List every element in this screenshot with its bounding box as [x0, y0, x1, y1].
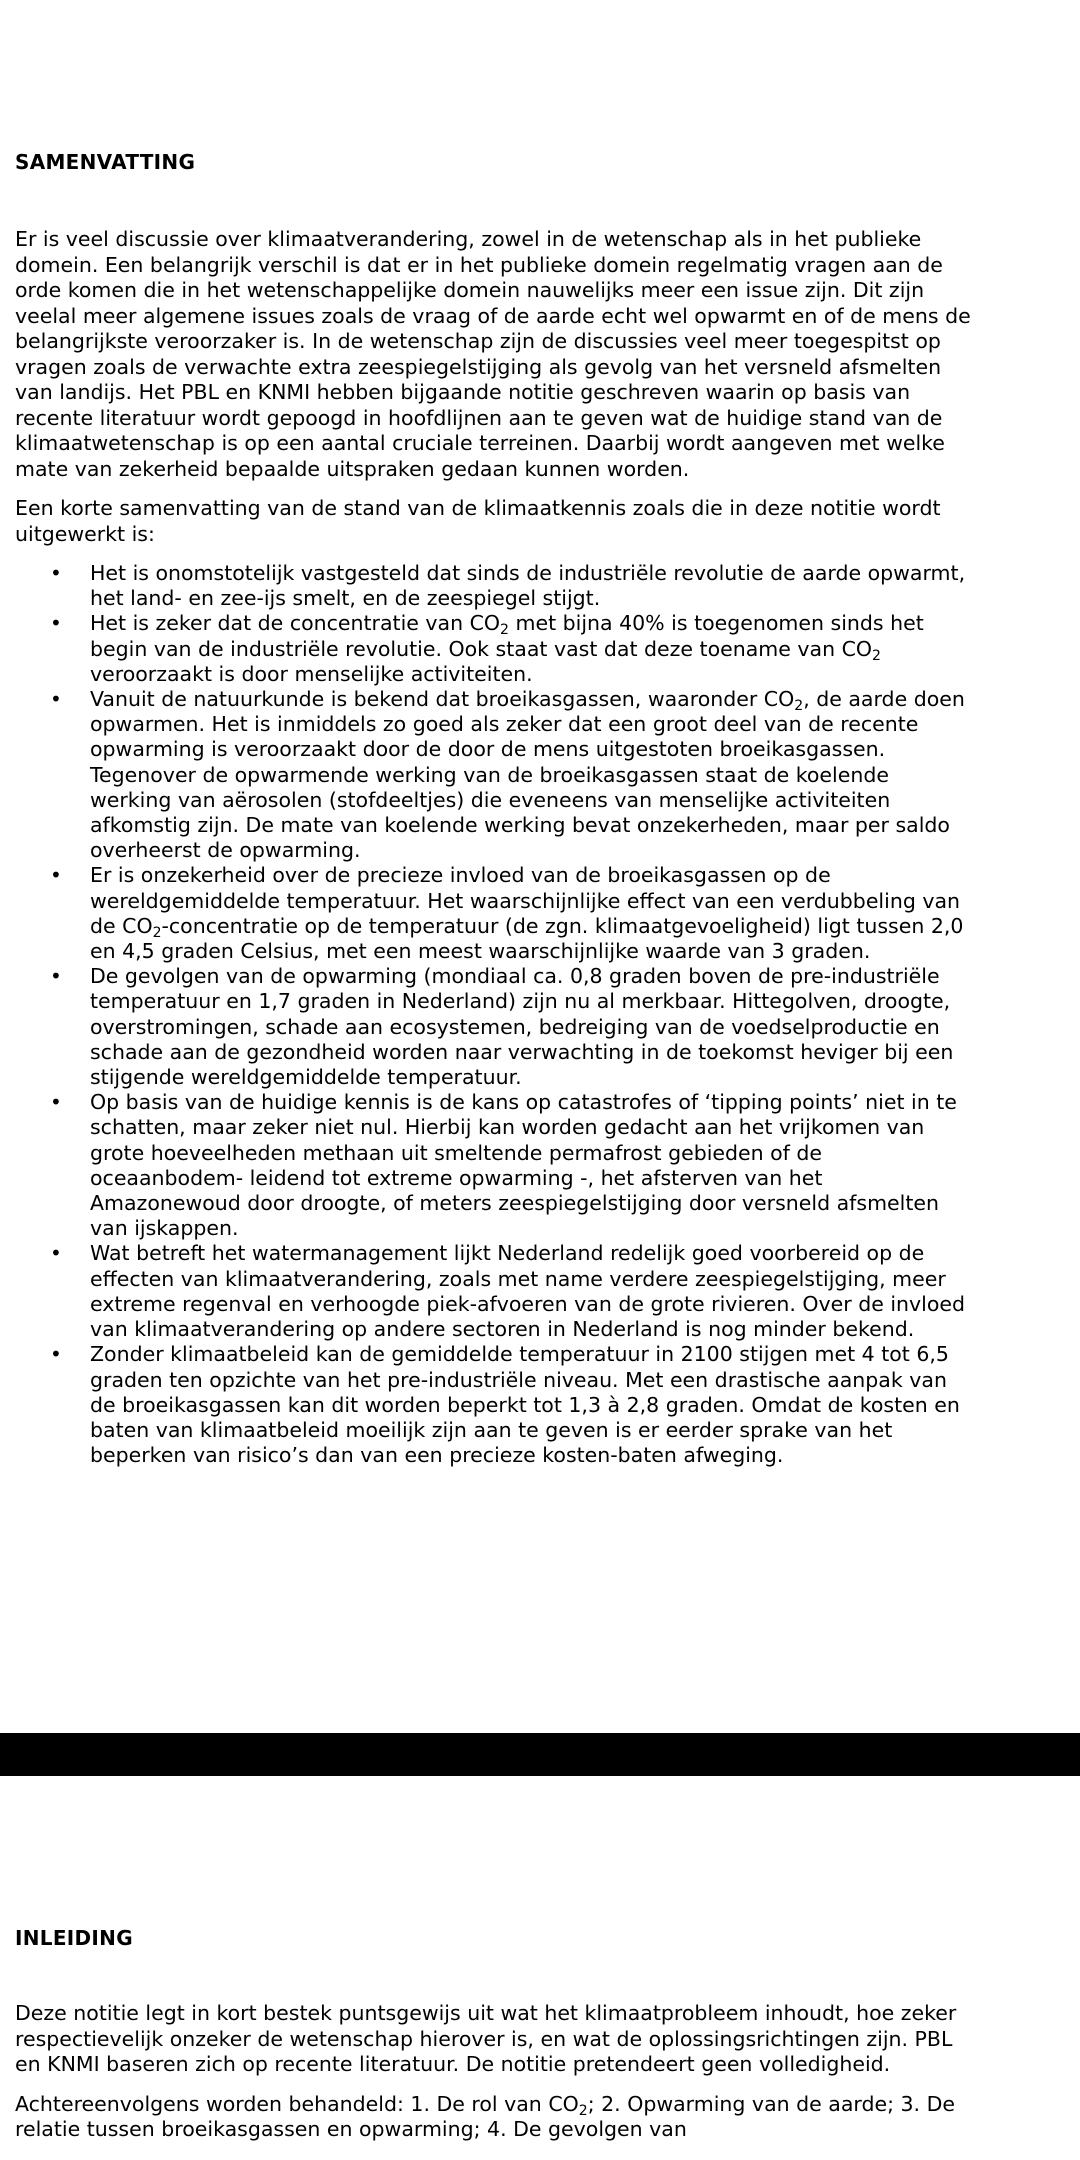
introduction-heading: INLEIDING: [15, 1926, 133, 1950]
introduction-body: [15, 2001, 975, 2157]
subscript: 2: [152, 924, 162, 941]
summary-body: [15, 227, 975, 1468]
paragraph-text: ; 2. Opwarming van de aarde; 3. De relatie tussen broeikasgassen en opwarming; 4. De gevolgen van: [15, 2091, 955, 2141]
bullet-icon: •: [50, 687, 62, 712]
list-item-text: Vanuit de natuurkunde is bekend dat broeikasgassen, waaronder CO: [90, 687, 795, 712]
list-item: [15, 863, 975, 964]
bullet-icon: •: [50, 1342, 62, 1367]
bullet-icon: •: [50, 611, 62, 636]
paragraph-text: Achtereenvolgens worden behandeld: 1. De rol van CO: [15, 2091, 579, 2116]
page-separator: [0, 1733, 1080, 1776]
list-item-text: Wat betreft het watermanagement lijkt Nederland redelijk goed voorbereid op de effecten van klimaatverandering, zoals met name verdere zeespiegelstijging, meer extreme regenval en verhoogde piek-afvoeren van de grote rivieren. Over de invloed van klimaatverandering op andere sectoren in Nederland is nog minder bekend.: [90, 1241, 966, 1342]
introduction-paragraph: [15, 2092, 975, 2143]
bullet-icon: •: [50, 1090, 62, 1115]
list-item: [15, 1342, 975, 1468]
list-item-text: Het is onomstotelijk vastgesteld dat sinds de industriële revolutie de aarde opwarmt, het land- en zee-ijs smelt, en de zeespiegel stijgt.: [90, 561, 966, 611]
list-item: [15, 964, 975, 1090]
bullet-icon: •: [50, 561, 62, 585]
list-item-text: Er is onzekerheid over de precieze invloed van de broeikasgassen op de wereldgemiddelde temperatuur. Het waarschijnlijke effect van een verdubbeling van de CO: [90, 863, 961, 938]
bullet-icon: •: [50, 1241, 62, 1266]
list-item-text: veroorzaakt is door menselijke activiteiten.: [90, 661, 533, 686]
list-item: [15, 687, 975, 863]
subscript: 2: [794, 698, 804, 715]
summary-section: [15, 150, 975, 174]
list-item-text: Op basis van de huidige kennis is de kans op catastrofes of ‘tipping points’ niet in te schatten, maar zeker niet nul. Hierbij kan worden gedacht aan het vrijkomen van grote hoeveelheden methaan uit smeltende permafrost gebieden of de oceaanbodem- leidend tot extreme opwarming -, het afsterven van het Amazonewoud door droogte, of meters zeespiegelstijging door versneld afsmelten van ijskappen.: [90, 1090, 957, 1241]
list-item: [15, 1090, 975, 1241]
list-item-text: -concentratie op de temperatuur (de zgn. klimaatgevoeligheid) ligt tussen 2,0 en 4,5 graden Celsius, met een meest waarschijnlijke waarde van 3 graden.: [90, 913, 964, 964]
summary-intro-paragraph: Er is veel discussie over klimaatverandering, zowel in de wetenschap als in het publieke domein. Een belangrijk verschil is dat er in het publieke domein regelmatig vragen aan de orde komen die in het wetenschappelijke domein nauwelijks meer een issue zijn. Dit zijn veelal meer algemene issues zoals de vraag of de aarde echt wel opwarmt en of de mens de belangrijkste veroorzaker is. In de wetenschap zijn de discussies veel meer toegespitst op vragen zoals de verwachte extra zeespiegelstijging als gevolg van het versneld afsmelten van landijs. Het PBL en KNMI hebben bijgaande notitie geschreven waarin op basis van recente literatuur wordt gepoogd in hoofdlijnen aan te geven wat de huidige stand van de klimaatwetenschap is op een aantal cruciale terreinen. Daarbij wordt aangeven met welke mate van zekerheid bepaalde uitspraken gedaan kunnen worden.: [15, 227, 971, 481]
list-item: [15, 1241, 975, 1342]
bullet-icon: •: [50, 964, 62, 989]
subscript: 2: [872, 647, 881, 664]
subscript: 2: [578, 2102, 588, 2119]
list-item-text: , de aarde doen opwarmen. Het is inmiddels zo goed als zeker dat een groot deel van de recente opwarming is veroorzaakt door de door de mens uitgestoten broeikasgassen. Tegenover de opwarmende werking van de broeikasgassen staat de koelende werking van aërosolen (stofdeeltjes) die eveneens van menselijke activiteiten afkomstig zijn. De mate van koelende werking bevat onzekerheden, maar per saldo overheerst de opwarming.: [90, 687, 965, 863]
list-item: [15, 561, 975, 611]
introduction-paragraph: Deze notitie legt in kort bestek puntsgewijs uit wat het klimaatprobleem inhoudt, hoe zeker respectievelijk onzeker de wetenschap hierover is, en wat de oplossingsrichtingen zijn. PBL en KNMI baseren zich op recente literatuur. De notitie pretendeert geen volledigheid.: [15, 2001, 957, 2076]
list-item: [15, 611, 975, 687]
introduction-section: [15, 1926, 975, 1950]
bullet-icon: •: [50, 863, 62, 888]
list-item-text: Het is zeker dat de concentratie van CO: [90, 611, 501, 636]
list-item-text: De gevolgen van de opwarming (mondiaal ca. 0,8 graden boven de pre-industriële temperatuur en 1,7 graden in Nederland) zijn nu al merkbaar. Hittegolven, droogte, overstromingen, schade aan ecosystemen, bedreiging van de voedselproductie en schade aan de gezondheid worden naar verwachting in de toekomst heviger bij een stijgende wereldgemiddelde temperatuur.: [90, 964, 954, 1090]
summary-lead-paragraph: Een korte samenvatting van de stand van de klimaatkennis zoals die in deze notitie wordt uitgewerkt is:: [15, 496, 941, 546]
list-item-text: Zonder klimaatbeleid kan de gemiddelde temperatuur in 2100 stijgen met 4 tot 6,5 graden ten opzichte van het pre-industriële niveau. Met een drastische aanpak van de broeikasgassen kan dit worden beperkt tot 1,3 à 2,8 graden. Omdat de kosten en baten van klimaatbeleid moeilijk zijn aan te geven is er eerder sprake van het beperken van risico’s dan van een precieze kosten-baten afweging.: [90, 1342, 960, 1468]
subscript: 2: [500, 622, 509, 639]
summary-heading: SAMENVATTING: [15, 150, 196, 174]
list-item-text: met bijna 40% is toegenomen sinds het begin van de industriële revolutie. Ook staat vast dat deze toename van CO: [90, 611, 924, 661]
summary-bullet-list: [15, 561, 975, 1468]
page-2: [0, 1776, 1080, 2160]
